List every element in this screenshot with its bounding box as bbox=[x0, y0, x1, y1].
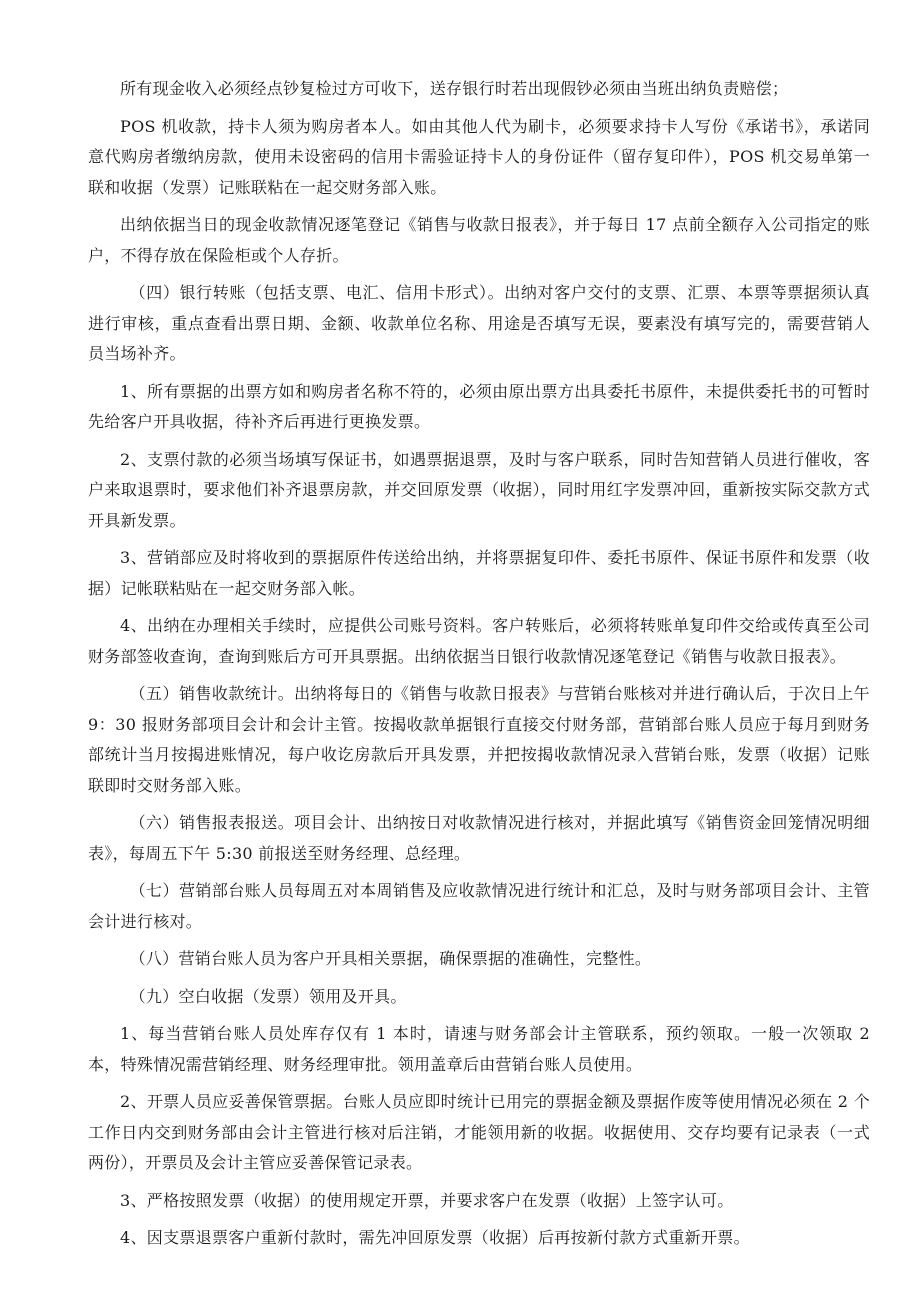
section-4-bank-transfer: （四）银行转账（包括支票、电汇、信用卡形式）。出纳对客户交付的支票、汇票、本票等票据须认真进行审核，重点查看出票日期、金额、收款单位名称、用途是否填写无误，要素没有填写完的，需要营销人员当场补齐。 bbox=[88, 283, 870, 363]
section-7-weekly-reconciliation: （七）营销部台账人员每周五对本周销售及应收款情况进行统计和汇总，及时与财务部项目会计、主管会计进行核对。 bbox=[88, 881, 870, 931]
paragraph-item-3: 3、营销部应及时将收到的票据原件传送给出纳，并将票据复印件、委托书原件、保证书原件和发票（收据）记帐联粘贴在一起交财务部入帐。 bbox=[88, 548, 870, 598]
section-5-sales-statistics: （五）销售收款统计。出纳将每日的《销售与收款日报表》与营销台账核对并进行确认后，于次日上午 9：30 报财务部项目会计和会计主管。按揭收款单据银行直接交付财务部，营销部台账人员应于每月到财务部统计当月按揭进账情况，每户收讫房款后开具发票，并把按揭收款情况录入营销台账，发票（收据）记账联即时交财务部入账。 bbox=[88, 684, 870, 795]
paragraph-item-3-rules: 3、严格按照发票（收据）的使用规定开票，并要求客户在发票（收据）上签字认可。 bbox=[120, 1190, 734, 1210]
paragraph-item-1: 1、所有票据的出票方如和购房者名称不符的，必须由原出票方出具委托书原件，未提供委托书的可暂时先给客户开具收据，待补齐后再进行更换发票。 bbox=[88, 381, 870, 431]
section-8-issue-receipts: （八）营销台账人员为客户开具相关票据，确保票据的准确性，完整性。 bbox=[129, 949, 652, 968]
paragraph-item-2-safekeeping: 2、开票人员应妥善保管票据。台账人员应即时统计已用完的票据金额及票据作废等使用情况必须在 2 个工作日内交到财务部由会计主管进行核对后注销，才能领用新的收据。收据使用、交存均要有记录表（一式两份），开票员及会计主管应妥善保管记录表。 bbox=[88, 1092, 870, 1172]
paragraph-pos-payment: POS 机收款，持卡人须为购房者本人。如由其他人代为刷卡，必须要求持卡人写份《承诺书》，承诺同意代购房者缴纳房款，使用未设密码的信用卡需验证持卡人的身份证件（留存复印件），POS 机交易单第一联和收据（发票）记账联粘在一起交财务部入账。 bbox=[88, 116, 870, 197]
paragraph-item-2: 2、支票付款的必须当场填写保证书，如遇票据退票，及时与客户联系，同时告知营销人员进行催收，客户来取退票时，要求他们补齐退票房款，并交回原发票（收据），同时用红字发票冲回，重新按实际交款方式开具新发票。 bbox=[88, 449, 870, 530]
paragraph-cash-deposit: 出纳依据当日的现金收款情况逐笔登记《销售与收款日报表》，并于每日 17 点前全额存入公司指定的账户，不得存放在保险柜或个人存折。 bbox=[88, 215, 870, 265]
paragraph-item-4: 4、出纳在办理相关手续时，应提供公司账号资料。客户转账后，必须将转账单复印件交给或传真至公司财务部签收查询，查询到账后方可开具票据。出纳依据当日银行收款情况逐笔登记《销售与收款日报表》。 bbox=[88, 616, 870, 666]
paragraph-item-4-reissue: 4、因支票退票客户重新付款时，需先冲回原发票（收据）后再按新付款方式重新开票。 bbox=[120, 1228, 750, 1247]
section-9-blank-receipts: （九）空白收据（发票）领用及开具。 bbox=[129, 986, 407, 1006]
section-6-report-submission: （六）销售报表报送。项目会计、出纳按日对收款情况进行核对，并据此填写《销售资金回笼情况明细表》，每周五下午 5:30 前报送至财务经理、总经理。 bbox=[88, 813, 870, 863]
document-body bbox=[88, 74, 870, 1261]
paragraph-item-1-collect: 1、每当营销台账人员处库存仅有 1 本时，请速与财务部会计主管联系，预约领取。一般一次领取 2 本，特殊情况需营销经理、财务经理审批。领用盖章后由营销台账人员使用。 bbox=[88, 1024, 870, 1074]
paragraph-cash-verification: 所有现金收入必须经点钞复检过方可收下，送存银行时若出现假钞必须由当班出纳负责赔偿； bbox=[120, 79, 789, 98]
